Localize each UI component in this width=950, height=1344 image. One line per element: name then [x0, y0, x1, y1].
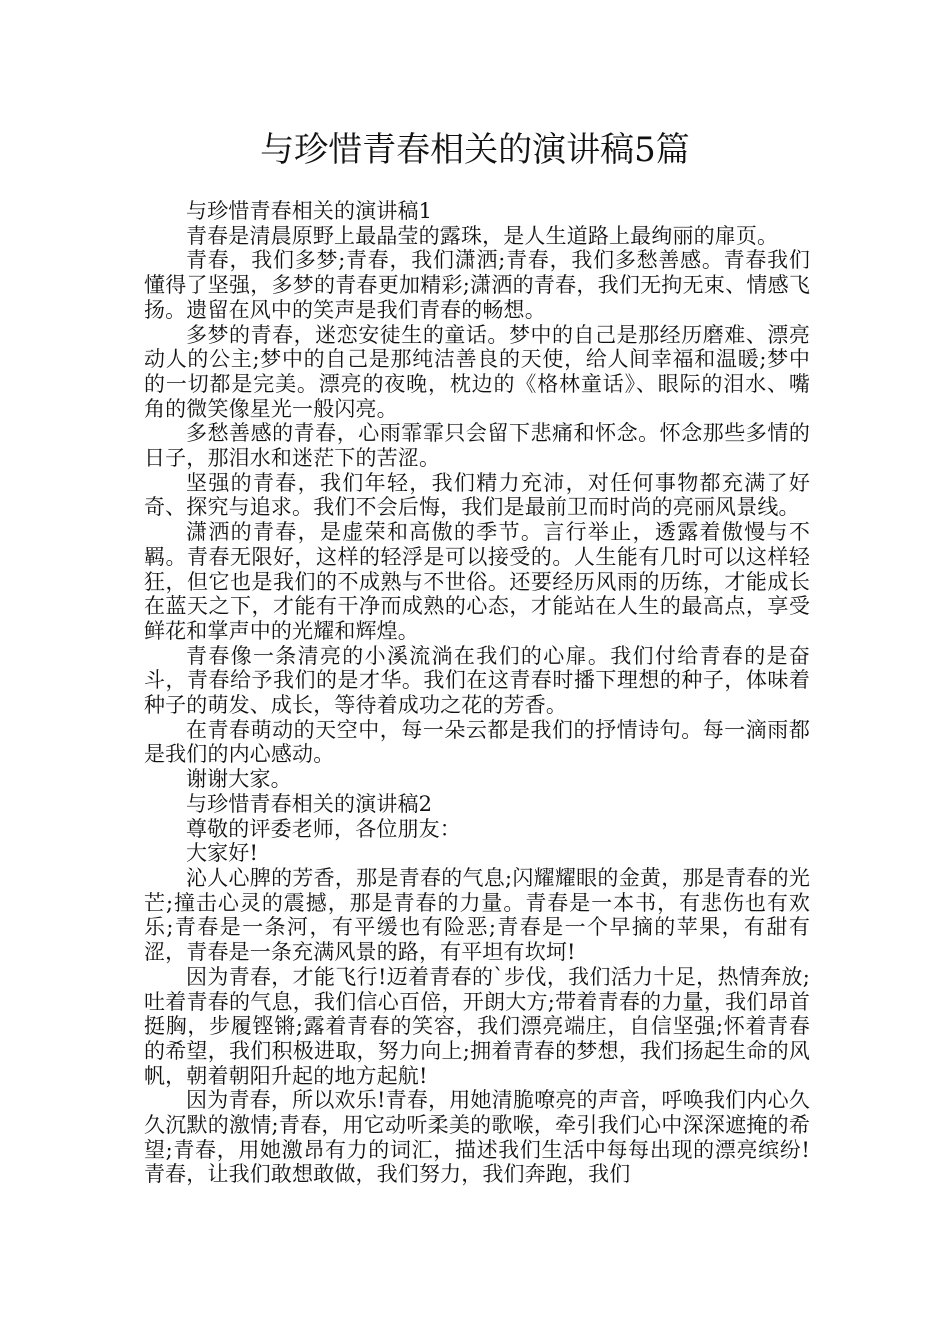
paragraph: 坚强的青春，我们年轻，我们精力充沛，对任何事物都充满了好奇、探究与追求。我们不会后悔，我们是最前卫而时尚的亮丽风景线。 [144, 470, 810, 520]
paragraph: 青春，我们多梦;青春，我们潇洒;青春，我们多愁善感。青春我们懂得了坚强，多梦的青春更加精彩;潇洒的青春，我们无拘无束、情感飞扬。遗留在风中的笑声是我们青春的畅想。 [144, 248, 810, 322]
document-body [144, 199, 810, 1187]
paragraph-closing: 谢谢大家。 [186, 767, 292, 792]
paragraph-heading-1: 与珍惜青春相关的演讲稿1 [186, 199, 433, 223]
paragraph: 潇洒的青春，是虚荣和高傲的季节。言行举止，透露着傲慢与不羁。青春无限好，这样的轻浮是可以接受的。人生能有几时可以这样轻狂，但它也是我们的不成熟与不世俗。还要经历风雨的历练，才能成长在蓝天之下，才能有干净而成熟的心态，才能站在人生的最高点，享受鲜花和掌声中的光耀和辉煌。 [144, 520, 810, 643]
paragraph: 青春像一条清亮的小溪流淌在我们的心扉。我们付给青春的是奋斗，青春给予我们的是才华。我们在这青春时播下理想的种子，体味着种子的萌发、成长，等待着成功之花的芳香。 [144, 643, 810, 718]
paragraph: 多梦的青春，迷恋安徒生的童话。梦中的自己是那经历磨难、漂亮动人的公主;梦中的自己是那纯洁善良的天使，给人间幸福和温暖;梦中的一切都是完美。漂亮的夜晚，枕边的《格林童话》、眼际的泪水、嘴角的微笑像星光一般闪亮。 [144, 322, 810, 421]
document-title: 与珍惜青春相关的演讲稿5篇 [260, 130, 690, 170]
paragraph: 因为青春，才能飞行!迈着青春的`步伐，我们活力十足，热情奔放;吐着青春的气息，我们信心百倍，开朗大方;带着青春的力量，我们昂首挺胸，步履铿锵;露着青春的笑容，我们漂亮端庄，自信坚强;怀着青春的希望，我们积极进取，努力向上;拥着青春的梦想，我们扬起生命的风帆，朝着朝阳升起的地方起航! [144, 964, 810, 1088]
paragraph: 沁人心脾的芳香，那是青春的气息;闪耀耀眼的金黄，那是青春的光芒;撞击心灵的震撼，那是青春的力量。青春是一本书，有悲伤也有欢乐;青春是一条河，有平缓也有险恶;青春是一个早摘的苹果，有甜有涩，青春是一条充满风景的路，有平坦有坎坷! [144, 865, 810, 965]
paragraph: 因为青春，所以欢乐!青春，用她清脆嘹亮的声音，呼唤我们内心久久沉默的激情;青春，用它动听柔美的歌喉，牵引我们心中深深遮掩的希望;青春，用她激昂有力的词汇，描述我们生活中每每出现的漂亮缤纷!青春，让我们敢想敢做，我们努力，我们奔跑，我们 [144, 1088, 810, 1187]
paragraph: 青春是清晨原野上最晶莹的露珠，是人生道路上最绚丽的扉页。 [186, 223, 779, 248]
paragraph-salutation: 尊敬的评委老师，各位朋友： [186, 816, 461, 841]
paragraph-greeting: 大家好! [186, 841, 259, 866]
paragraph: 在青春萌动的天空中，每一朵云都是我们的抒情诗句。每一滴雨都是我们的内心感动。 [144, 717, 810, 767]
paragraph-heading-2: 与珍惜青春相关的演讲稿2 [186, 791, 433, 816]
paragraph: 多愁善感的青春，心雨霏霏只会留下悲痛和怀念。怀念那些多情的日子，那泪水和迷茫下的苦涩。 [144, 421, 810, 471]
